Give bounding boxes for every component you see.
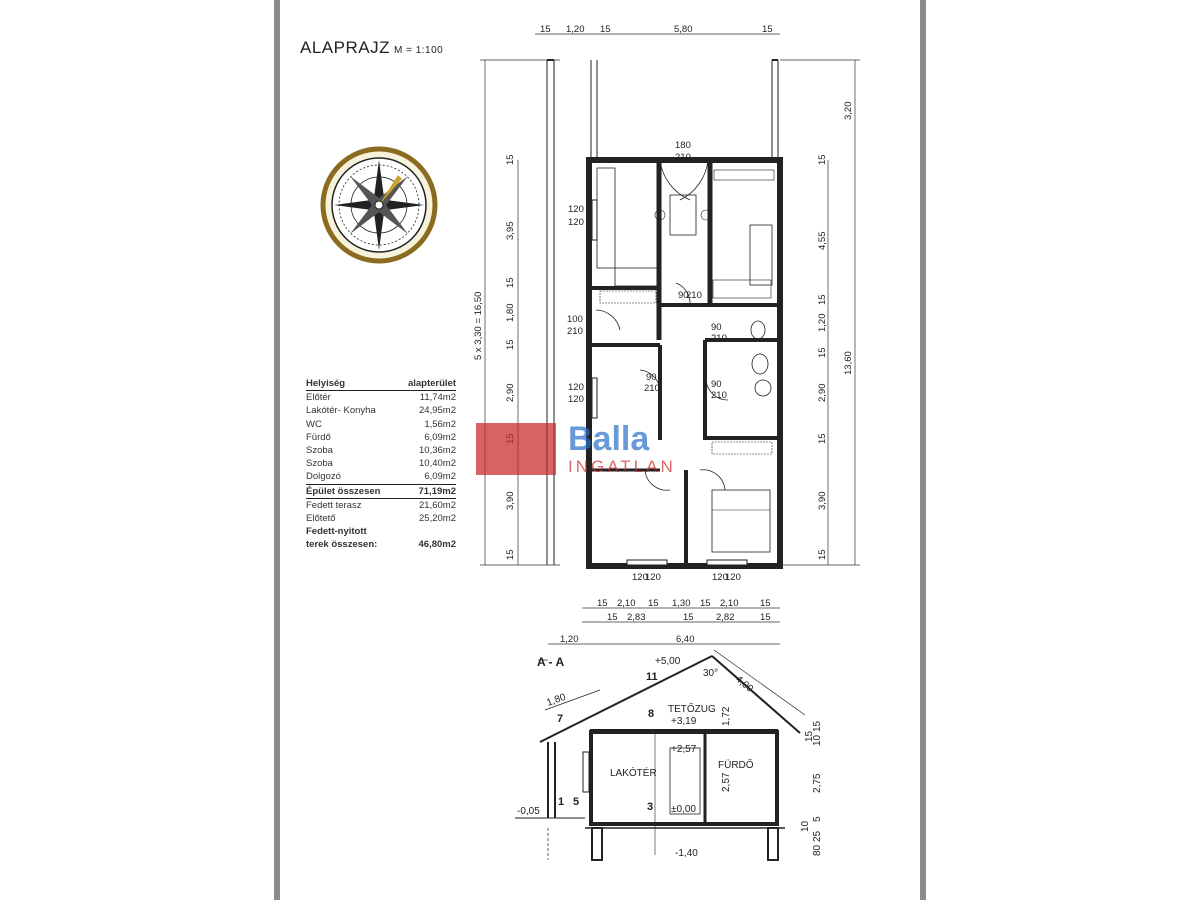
area-room: Előtető — [306, 512, 336, 524]
dim-open-2: 120 — [568, 204, 584, 215]
dim-open-0: 180 — [675, 140, 691, 151]
dim-left-7: 3,90 — [505, 491, 516, 510]
dim-open-18: 120 — [712, 572, 728, 583]
area-row — [306, 404, 456, 417]
section-marker-3: 5 — [573, 796, 580, 808]
area-value: 6,09m2 — [424, 471, 456, 483]
dimension-texts — [473, 24, 854, 645]
dim-left-0: 15 — [505, 154, 516, 165]
area-row — [306, 512, 456, 525]
dim-top-1: 1,20 — [566, 24, 585, 35]
dim-left-3: 1,80 — [505, 303, 516, 322]
dim-right-4: 1,20 — [817, 313, 828, 332]
dim-open-8: 90 — [711, 379, 722, 390]
section-marker-1: 8 — [648, 708, 655, 720]
watermark-line1: Balla — [568, 420, 650, 458]
house-logo-icon — [476, 423, 556, 475]
area-total-value: 71,19m2 — [418, 485, 456, 497]
level-ground: -0,05 — [517, 806, 540, 817]
dim-b2-4: 15 — [760, 612, 771, 623]
dim-b1-0: 15 — [597, 598, 608, 609]
dim-b3-0: 1,20 — [560, 634, 579, 645]
dim-top-0: 15 — [540, 24, 551, 35]
dim-right-6: 2,90 — [817, 383, 828, 402]
area-value: 1,56m2 — [424, 418, 456, 430]
area-table — [306, 377, 456, 551]
dim-right-2: 4,55 — [817, 231, 828, 250]
dim-open-15: 210 — [686, 290, 702, 301]
area-room: Fürdő — [306, 431, 331, 443]
dim-right-total: 13,60 — [843, 351, 854, 375]
area-value: 21,60m2 — [419, 499, 456, 511]
dim-open-19: 120 — [725, 572, 741, 583]
dim-top-4: 15 — [762, 24, 773, 35]
section-dim-0: 1,80 — [545, 691, 568, 709]
covered-total-label1: Fedett-nyitott — [306, 526, 367, 538]
dim-b1-1: 2,10 — [617, 598, 636, 609]
area-value: 25,20m2 — [419, 512, 456, 524]
section-dim-1: 4,00 — [733, 673, 756, 695]
dim-open-10: 120 — [568, 382, 584, 393]
level-foundation: -1,40 — [675, 848, 698, 859]
dim-open-13: 210 — [644, 383, 660, 394]
dim-open-3: 120 — [568, 217, 584, 228]
dim-right-3: 15 — [817, 294, 828, 305]
area-value: 10,36m2 — [419, 444, 456, 456]
dim-top-2: 15 — [600, 24, 611, 35]
dim-open-6: 90 — [711, 322, 722, 333]
dim-open-1: 210 — [675, 152, 691, 163]
dim-b3-1: 6,40 — [676, 634, 695, 645]
section-dim-6: 10 — [812, 734, 823, 746]
dim-left-total: 5 x 3,30 = 16,50 — [473, 291, 484, 360]
dim-open-5: 210 — [567, 326, 583, 337]
area-row — [306, 499, 456, 512]
area-value: 24,95m2 — [419, 405, 456, 417]
dim-open-9: 210 — [711, 390, 727, 401]
dim-b2-0: 15 — [607, 612, 618, 623]
dim-left-8: 15 — [505, 549, 516, 560]
dim-open-16: 120 — [632, 572, 648, 583]
section-marker-5: 3 — [647, 801, 654, 813]
dim-b2-2: 15 — [683, 612, 694, 623]
dim-left-1: 3,95 — [505, 221, 516, 240]
section-label-attic: TETŐZUG — [668, 704, 716, 715]
dim-open-14: 90 — [678, 290, 689, 301]
dim-b1-6: 15 — [760, 598, 771, 609]
section-marker-0: 11 — [646, 671, 658, 683]
area-room: Szoba — [306, 458, 333, 470]
section-dim-7: 15 — [812, 720, 823, 732]
section-drawing — [515, 650, 805, 860]
watermark-logo — [476, 420, 700, 477]
section-dim-8: 10 — [800, 820, 811, 832]
dim-open-4: 100 — [567, 314, 583, 325]
section-dim-3: 2,57 — [721, 772, 732, 792]
dim-right-8: 3,90 — [817, 491, 828, 510]
dim-b1-5: 2,10 — [720, 598, 739, 609]
level-floor: ±0,00 — [671, 804, 696, 815]
dim-top-3: 5,80 — [674, 24, 693, 35]
level-roof: +5,00 — [655, 656, 681, 667]
dim-left-5: 2,90 — [505, 383, 516, 402]
dim-right-7: 15 — [817, 433, 828, 444]
dimension-lines — [480, 34, 860, 644]
area-row — [306, 470, 456, 483]
area-room: WC — [306, 418, 322, 430]
watermark-line2: INGATLAN — [568, 457, 676, 476]
section-dim-9: 80 — [812, 844, 823, 856]
dim-right-1: 15 — [817, 154, 828, 165]
dim-right-5: 15 — [817, 347, 828, 358]
dim-b1-2: 15 — [648, 598, 659, 609]
section-dim-4: 2,75 — [812, 773, 823, 793]
section-marker-2: 7 — [557, 713, 564, 725]
area-value: 11,74m2 — [419, 392, 456, 404]
section-title: A - A — [537, 655, 565, 669]
area-row — [306, 391, 456, 404]
area-row — [306, 457, 456, 470]
covered-total-line1 — [306, 525, 456, 538]
dim-left-4: 15 — [505, 339, 516, 350]
area-table-header — [306, 377, 456, 391]
area-total-row — [306, 484, 456, 499]
section-dim-5: 15 — [804, 730, 815, 742]
level-door: +2,57 — [671, 744, 697, 755]
dim-b2-1: 2,83 — [627, 612, 646, 623]
dim-open-17: 120 — [645, 572, 661, 583]
dim-open-12: 90 — [646, 372, 657, 383]
area-header-room: Helyiség — [306, 378, 346, 389]
area-room: Lakótér- Konyha — [306, 405, 376, 417]
floor-plan — [547, 60, 780, 566]
area-room: Fedett terasz — [306, 499, 362, 511]
section-dim-10: 25 — [812, 830, 823, 842]
dim-open-11: 120 — [568, 394, 584, 405]
dim-left-2: 15 — [505, 277, 516, 288]
area-row — [306, 444, 456, 457]
section-angle: 30° — [703, 668, 719, 679]
covered-total-value: 46,80m2 — [418, 539, 456, 551]
plan-title-text: ALAPRAJZ — [300, 38, 390, 57]
section-label-living: LAKÓTÉR — [610, 768, 657, 779]
covered-total-label2: terek összesen: — [306, 539, 378, 551]
compass-rose-icon — [323, 149, 435, 261]
dim-right-0: 3,20 — [843, 101, 854, 120]
area-row — [306, 431, 456, 444]
dim-right-9: 15 — [817, 549, 828, 560]
level-ceiling: +3,19 — [671, 716, 697, 727]
area-room: Előtér — [306, 392, 331, 404]
area-room: Szoba — [306, 444, 333, 456]
area-value: 10,40m2 — [419, 458, 456, 470]
area-room: Dolgozó — [306, 471, 341, 483]
section-dim-2: 1,72 — [721, 706, 732, 726]
dim-b1-3: 1,30 — [672, 598, 691, 609]
area-header-area: alapterület — [407, 378, 456, 389]
area-total-label: Épület összesen — [306, 485, 381, 497]
section-label-bath: FÜRDŐ — [718, 760, 754, 771]
dim-b1-4: 15 — [700, 598, 711, 609]
section-dim-11: 5 — [812, 816, 823, 822]
section-marker-4: 1 — [558, 796, 565, 808]
covered-total-line2 — [306, 538, 456, 551]
area-value: 6,09m2 — [424, 431, 456, 443]
dim-open-7: 210 — [711, 333, 727, 344]
plan-scale: M = 1:100 — [393, 45, 444, 56]
area-row — [306, 418, 456, 431]
dim-b2-3: 2,82 — [716, 612, 735, 623]
